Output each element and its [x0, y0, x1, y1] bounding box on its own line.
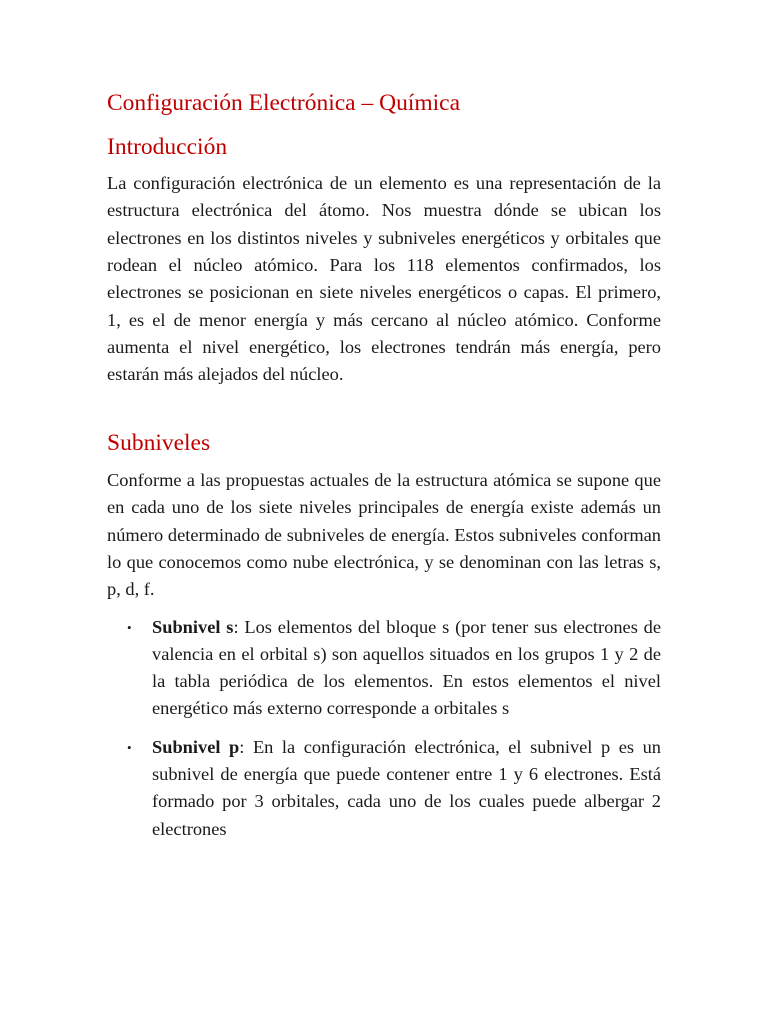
bullet-term: Subnivel p	[152, 736, 240, 757]
list-item-subnivel-s	[107, 614, 661, 723]
section-heading-introduccion: Introducción	[107, 133, 228, 160]
bullet-icon: •	[127, 619, 132, 635]
bullet-text: : En la configuración electrónica, el subnivel p es un subnivel de energía que puede contener entre 1 y 6 electrones. Está formado por 3 orbitales, cada uno de los cuales puede albergar 2 electrones	[152, 736, 661, 839]
section-paragraph-introduccion: La configuración electrónica de un elemento es una representación de la estructura electrónica del átomo. Nos muestra dónde se ubican los electrones en los distintos niveles y subniveles energéticos y orbitales que rodean el núcleo atómico. Para los 118 elementos confirmados, los electrones se posicionan en siete niveles energéticos o capas. El primero, 1, es el de menor energía y más cercano al núcleo atómico. Conforme aumenta el nivel energético, los electrones tendrán más energía, pero estarán más alejados del núcleo.	[107, 173, 661, 385]
section-paragraph-subniveles: Conforme a las propuestas actuales de la estructura atómica se supone que en cada uno de los siete niveles principales de energía existe además un número determinado de subniveles de energía. Estos subniveles conforman lo que conocemos como nube electrónica, y se denominan con las letras s, p, d, f.	[107, 470, 661, 600]
section-heading-subniveles: Subniveles	[107, 430, 211, 457]
bullet-icon: •	[127, 739, 132, 755]
bullet-text: : Los elementos del bloque s (por tener sus electrones de valencia en el orbital s) son aquellos situados en los grupos 1 y 2 de la tabla periódica de los elementos. En estos elementos el nivel energético más externo corresponde a orbitales s	[152, 616, 661, 719]
subniveles-bullet-list	[107, 614, 661, 843]
list-item-subnivel-p	[107, 734, 661, 843]
document-title: Configuración Electrónica – Química	[107, 90, 461, 116]
bullet-term: Subnivel s	[152, 616, 234, 637]
document-page	[107, 88, 661, 854]
